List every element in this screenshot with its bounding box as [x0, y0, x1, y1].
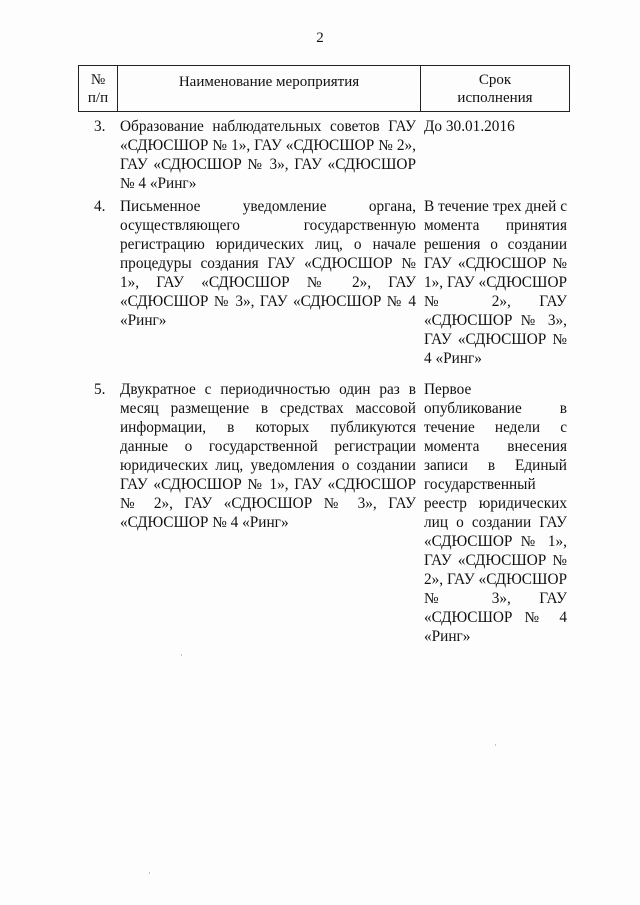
header-term-cell: [420, 66, 569, 111]
row-number: 4.: [94, 198, 106, 215]
page-number: 2: [316, 30, 324, 46]
row-event-name: Образование наблюдательных советов ГАУ «СДЮСШОР № 1», ГАУ «СДЮСШОР № 2», ГАУ «СДЮСШОР № 3», ГАУ «СДЮСШОР № 4 «Ринг»: [120, 118, 416, 192]
header-name-cell: [117, 66, 420, 111]
scan-speck: ·: [180, 650, 183, 660]
row-event-name: Двукратное с периодичностью один раз в месяц размещение в средствах массовой информации, в которых публикуются данные о государственной регистрации юридических лиц, уведомления о создании ГАУ «СДЮСШОР № 1», ГАУ «СДЮСШОР № 2», ГАУ «СДЮСШОР № 3», ГАУ «СДЮСШОР № 4 «Ринг»: [120, 381, 416, 531]
scan-speck: ·: [494, 740, 497, 750]
row-number: 5.: [94, 381, 106, 398]
table-header: [78, 65, 570, 112]
header-term-label: Срок исполнения: [457, 72, 533, 106]
row-deadline: В течение трех дней с момента принятия решения о создании ГАУ «СДЮСШОР № 1», ГАУ «СДЮСШОР № 2», ГАУ «СДЮСШОР № 3», ГАУ «СДЮСШОР № 4 «Ринг»: [424, 198, 567, 367]
header-name-label: Наименование мероприятия: [178, 74, 360, 90]
header-number-cell: [79, 66, 117, 111]
row-event-name: Письменное уведомление органа, осуществляющего государственную регистрацию юридических лиц, о начале процедуры создания ГАУ «СДЮСШОР № 1», ГАУ «СДЮСШОР № 2», ГАУ «СДЮСШОР № 3», ГАУ «СДЮСШОР № 4 «Ринг»: [120, 198, 416, 329]
row-number: 3.: [94, 118, 106, 135]
header-number-label: № п/п: [87, 72, 109, 106]
row-deadline: До 30.01.2016: [424, 118, 515, 135]
row-deadline: Первое опубликование в течение недели с момента внесения записи в Единый государственный реестр юридических лиц о создании ГАУ «СДЮСШОР № 1», ГАУ «СДЮСШОР № 2», ГАУ «СДЮСШОР № 3», ГАУ «СДЮСШОР № 4 «Ринг»: [424, 381, 567, 645]
scan-speck: ·: [148, 868, 151, 878]
